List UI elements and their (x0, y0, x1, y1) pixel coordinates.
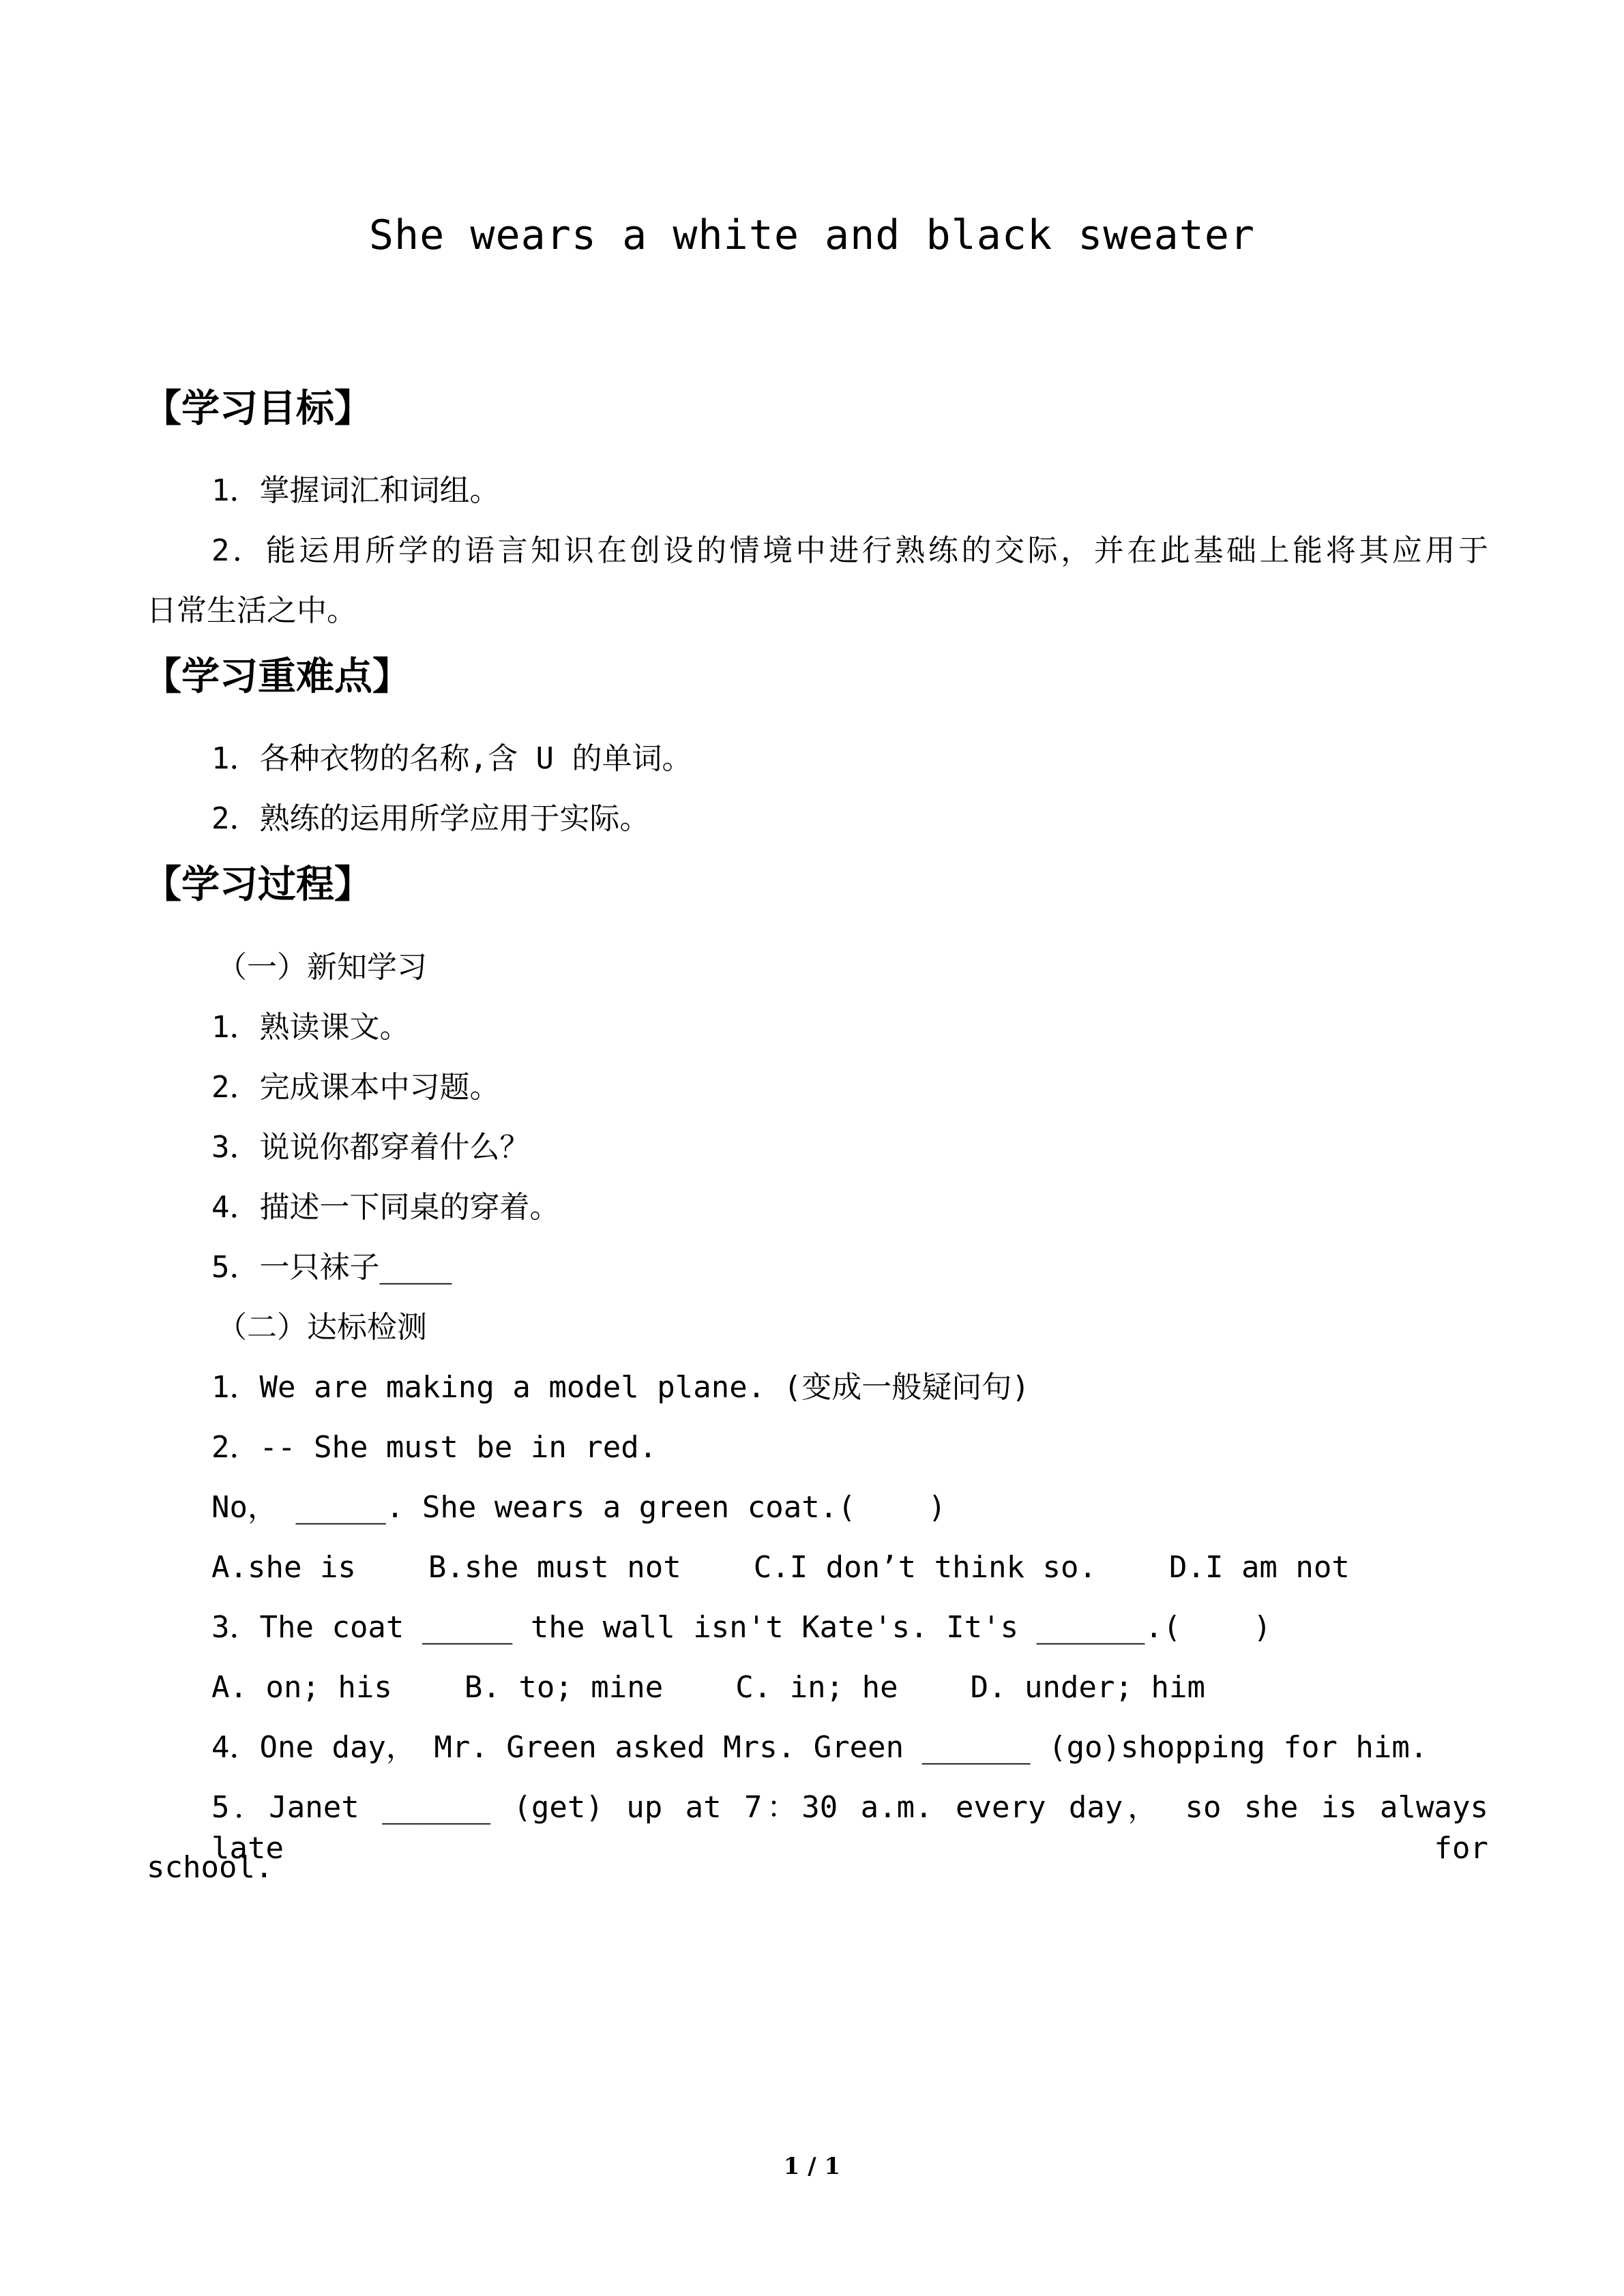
document-title: She wears a white and black sweater (368, 211, 1256, 259)
exercise-3: 3．The coat _____ the wall isn't Kate's. It's ______.( ) (211, 1610, 1271, 1645)
process-part1-item-5: 5．一只袜子____ (211, 1250, 452, 1285)
process-part1-item-4: 4．描述一下同桌的穿着。 (211, 1190, 560, 1225)
section-heading-key-points: 【学习重难点】 (143, 655, 411, 699)
exercise-4: 4．One day， Mr. Green asked Mrs. Green ______ (go)shopping for him. (211, 1730, 1428, 1765)
section-heading-goals: 【学习目标】 (143, 387, 372, 431)
key-points-item-2: 2．熟练的运用所学应用于实际。 (211, 801, 650, 836)
exercise-2-prompt: No， _____. She wears a green coat.( ) (211, 1490, 947, 1525)
exercise-1: 1．We are making a model plane. (变成一般疑问句) (211, 1370, 1030, 1405)
key-points-item-1: 1．各种衣物的名称,含 U 的单词。 (211, 741, 692, 776)
goals-item-2-continued: 日常生活之中。 (147, 593, 357, 628)
exercise-5: 5．Janet ______ (get) up at 7：30 a.m. every day， so she is always late for (211, 1790, 1488, 1866)
goals-item-2: 2．能运用所学的语言知识在创设的情境中进行熟练的交际，并在此基础上能将其应用于 (211, 533, 1488, 568)
exercise-3-options: A. on; his B. to; mine C. in; he D. under; him (211, 1670, 1205, 1705)
process-part2-label: （二）达标检测 (217, 1310, 427, 1345)
process-part1-item-1: 1．熟读课文。 (211, 1010, 410, 1045)
goals-item-1: 1．掌握词汇和词组。 (211, 473, 500, 508)
process-part1-label: （一）新知学习 (217, 950, 427, 985)
exercise-2-options: A.she is B.she must not C.I don’t think so. D.I am not (211, 1550, 1350, 1585)
section-heading-process: 【学习过程】 (143, 863, 372, 907)
process-part1-item-3: 3．说说你都穿着什么？ (211, 1130, 530, 1165)
process-part1-item-2: 2．完成课本中习题。 (211, 1070, 500, 1105)
exercise-2: 2．-- She must be in red. (211, 1430, 658, 1465)
page-number: 1 / 1 (783, 2153, 841, 2180)
exercise-5-continued: school. (147, 1850, 274, 1885)
